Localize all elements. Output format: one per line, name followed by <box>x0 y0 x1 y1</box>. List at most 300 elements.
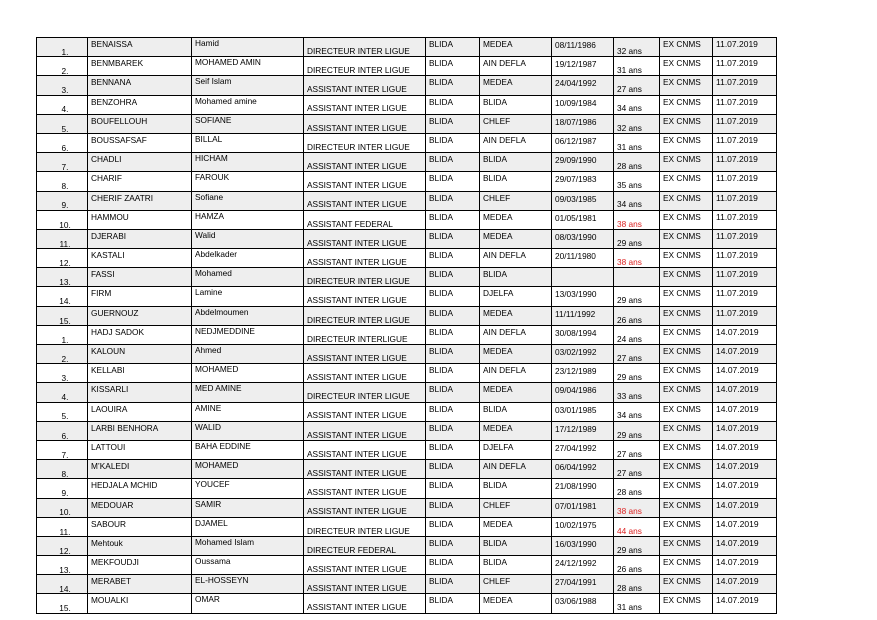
cell-league-wilaya: BLIDA <box>426 287 480 306</box>
table-row <box>37 498 777 517</box>
cell-age <box>614 268 660 287</box>
cell-function-title: DIRECTEUR INTER LIGUE <box>304 306 426 325</box>
cell-age: 29 ans <box>614 421 660 440</box>
cell-stage-date: 14.07.2019 <box>713 556 777 575</box>
cell-birth-date: 09/04/1986 <box>552 383 614 402</box>
cell-age: 38 ans <box>614 498 660 517</box>
cell-stage: EX CNMS <box>660 268 713 287</box>
table-row <box>37 210 777 229</box>
cell-birth-date: 08/11/1986 <box>552 38 614 57</box>
cell-function-title: ASSISTANT INTER LIGUE <box>304 364 426 383</box>
cell-city: BLIDA <box>480 402 552 421</box>
cell-stage-date: 14.07.2019 <box>713 421 777 440</box>
cell-league-wilaya: BLIDA <box>426 210 480 229</box>
cell-row-number: 2. <box>37 57 88 76</box>
cell-first-name: NEDJMEDDINE <box>192 325 304 344</box>
cell-league-wilaya: BLIDA <box>426 460 480 479</box>
cell-city: CHLEF <box>480 114 552 133</box>
cell-stage-date: 11.07.2019 <box>713 57 777 76</box>
cell-league-wilaya: BLIDA <box>426 172 480 191</box>
cell-league-wilaya: BLIDA <box>426 364 480 383</box>
cell-birth-date: 03/06/1988 <box>552 594 614 613</box>
cell-last-name: HAMMOU <box>88 210 192 229</box>
table-row <box>37 306 777 325</box>
cell-birth-date: 23/12/1989 <box>552 364 614 383</box>
cell-last-name: LARBI BENHORA <box>88 421 192 440</box>
cell-stage-date: 14.07.2019 <box>713 517 777 536</box>
cell-league-wilaya: BLIDA <box>426 575 480 594</box>
cell-row-number: 13. <box>37 268 88 287</box>
cell-city: MEDEA <box>480 229 552 248</box>
cell-age: 27 ans <box>614 345 660 364</box>
cell-row-number: 4. <box>37 383 88 402</box>
cell-league-wilaya: BLIDA <box>426 440 480 459</box>
cell-city: BLIDA <box>480 479 552 498</box>
cell-age: 32 ans <box>614 38 660 57</box>
cell-league-wilaya: BLIDA <box>426 421 480 440</box>
cell-birth-date: 11/11/1992 <box>552 306 614 325</box>
cell-birth-date: 27/04/1992 <box>552 440 614 459</box>
cell-birth-date: 03/01/1985 <box>552 402 614 421</box>
cell-function-title: ASSISTANT INTER LIGUE <box>304 345 426 364</box>
table-row <box>37 114 777 133</box>
cell-league-wilaya: BLIDA <box>426 556 480 575</box>
cell-birth-date: 21/08/1990 <box>552 479 614 498</box>
cell-function-title: DIRECTEUR INTERLIGUE <box>304 325 426 344</box>
cell-city: AIN DEFLA <box>480 249 552 268</box>
cell-first-name: SAMIR <box>192 498 304 517</box>
cell-function-title: ASSISTANT INTER LIGUE <box>304 95 426 114</box>
cell-stage-date: 11.07.2019 <box>713 191 777 210</box>
cell-row-number: 13. <box>37 556 88 575</box>
table-row <box>37 57 777 76</box>
cell-first-name: Hamid <box>192 38 304 57</box>
cell-last-name: HEDJALA MCHID <box>88 479 192 498</box>
cell-age: 33 ans <box>614 383 660 402</box>
cell-birth-date: 06/12/1987 <box>552 133 614 152</box>
cell-stage-date: 14.07.2019 <box>713 383 777 402</box>
cell-last-name: Mehtouk <box>88 536 192 555</box>
cell-stage: EX CNMS <box>660 57 713 76</box>
table-row <box>37 38 777 57</box>
table-row <box>37 402 777 421</box>
cell-function-title: ASSISTANT INTER LIGUE <box>304 498 426 517</box>
cell-first-name: Mohamed amine <box>192 95 304 114</box>
cell-first-name: Seif Islam <box>192 76 304 95</box>
cell-last-name: DJERABI <box>88 229 192 248</box>
cell-last-name: BOUSSAFSAF <box>88 133 192 152</box>
cell-row-number: 12. <box>37 536 88 555</box>
table-row <box>37 268 777 287</box>
cell-stage: EX CNMS <box>660 479 713 498</box>
cell-row-number: 7. <box>37 153 88 172</box>
cell-stage: EX CNMS <box>660 364 713 383</box>
cell-stage-date: 14.07.2019 <box>713 345 777 364</box>
cell-league-wilaya: BLIDA <box>426 402 480 421</box>
cell-city: BLIDA <box>480 172 552 191</box>
cell-last-name: CHADLI <box>88 153 192 172</box>
cell-birth-date: 01/05/1981 <box>552 210 614 229</box>
cell-league-wilaya: BLIDA <box>426 383 480 402</box>
cell-stage: EX CNMS <box>660 95 713 114</box>
cell-last-name: BOUFELLOUH <box>88 114 192 133</box>
table-row <box>37 556 777 575</box>
cell-stage: EX CNMS <box>660 114 713 133</box>
cell-age: 29 ans <box>614 364 660 383</box>
cell-first-name: OMAR <box>192 594 304 613</box>
cell-first-name: MOHAMED <box>192 364 304 383</box>
cell-first-name: YOUCEF <box>192 479 304 498</box>
cell-last-name: KELLABI <box>88 364 192 383</box>
cell-function-title: ASSISTANT INTER LIGUE <box>304 76 426 95</box>
cell-row-number: 1. <box>37 38 88 57</box>
cell-city: MEDEA <box>480 383 552 402</box>
cell-league-wilaya: BLIDA <box>426 536 480 555</box>
cell-birth-date: 24/12/1992 <box>552 556 614 575</box>
cell-age: 31 ans <box>614 594 660 613</box>
cell-stage: EX CNMS <box>660 229 713 248</box>
cell-stage: EX CNMS <box>660 191 713 210</box>
table-row <box>37 133 777 152</box>
cell-first-name: MOHAMED <box>192 460 304 479</box>
cell-stage-date: 11.07.2019 <box>713 76 777 95</box>
table-row <box>37 517 777 536</box>
cell-city: CHLEF <box>480 498 552 517</box>
cell-stage: EX CNMS <box>660 594 713 613</box>
cell-age: 31 ans <box>614 57 660 76</box>
cell-city: CHLEF <box>480 575 552 594</box>
cell-age: 44 ans <box>614 517 660 536</box>
cell-first-name: FAROUK <box>192 172 304 191</box>
cell-last-name: MERABET <box>88 575 192 594</box>
cell-row-number: 1. <box>37 325 88 344</box>
cell-age: 26 ans <box>614 306 660 325</box>
cell-city: MEDEA <box>480 345 552 364</box>
cell-city: MEDEA <box>480 594 552 613</box>
cell-birth-date: 30/08/1994 <box>552 325 614 344</box>
cell-birth-date: 17/12/1989 <box>552 421 614 440</box>
cell-stage: EX CNMS <box>660 440 713 459</box>
cell-league-wilaya: BLIDA <box>426 306 480 325</box>
cell-row-number: 6. <box>37 421 88 440</box>
cell-birth-date: 29/09/1990 <box>552 153 614 172</box>
cell-league-wilaya: BLIDA <box>426 229 480 248</box>
cell-function-title: DIRECTEUR INTER LIGUE <box>304 38 426 57</box>
cell-first-name: HAMZA <box>192 210 304 229</box>
cell-stage-date: 14.07.2019 <box>713 325 777 344</box>
cell-stage-date: 14.07.2019 <box>713 402 777 421</box>
cell-first-name: Mohamed Islam <box>192 536 304 555</box>
cell-age: 38 ans <box>614 210 660 229</box>
cell-stage: EX CNMS <box>660 556 713 575</box>
cell-city: MEDEA <box>480 306 552 325</box>
cell-city: MEDEA <box>480 76 552 95</box>
cell-function-title: DIRECTEUR INTER LIGUE <box>304 517 426 536</box>
cell-city: BLIDA <box>480 268 552 287</box>
cell-function-title: ASSISTANT INTER LIGUE <box>304 575 426 594</box>
cell-birth-date: 29/07/1983 <box>552 172 614 191</box>
cell-last-name: SABOUR <box>88 517 192 536</box>
cell-league-wilaya: BLIDA <box>426 325 480 344</box>
cell-stage: EX CNMS <box>660 287 713 306</box>
cell-age: 28 ans <box>614 479 660 498</box>
table-row <box>37 249 777 268</box>
cell-first-name: Abdelkader <box>192 249 304 268</box>
cell-row-number: 7. <box>37 440 88 459</box>
cell-age: 27 ans <box>614 440 660 459</box>
cell-function-title: ASSISTANT INTER LIGUE <box>304 172 426 191</box>
cell-function-title: ASSISTANT INTER LIGUE <box>304 249 426 268</box>
cell-age: 28 ans <box>614 153 660 172</box>
cell-function-title: DIRECTEUR INTER LIGUE <box>304 133 426 152</box>
cell-league-wilaya: BLIDA <box>426 76 480 95</box>
cell-stage: EX CNMS <box>660 345 713 364</box>
cell-last-name: FIRM <box>88 287 192 306</box>
cell-birth-date: 09/03/1985 <box>552 191 614 210</box>
cell-city: MEDEA <box>480 517 552 536</box>
cell-age: 28 ans <box>614 575 660 594</box>
cell-city: MEDEA <box>480 210 552 229</box>
cell-city: MEDEA <box>480 421 552 440</box>
cell-age: 32 ans <box>614 114 660 133</box>
cell-row-number: 3. <box>37 76 88 95</box>
cell-stage-date: 11.07.2019 <box>713 229 777 248</box>
cell-stage: EX CNMS <box>660 172 713 191</box>
cell-city: BLIDA <box>480 536 552 555</box>
cell-row-number: 15. <box>37 306 88 325</box>
cell-stage-date: 11.07.2019 <box>713 210 777 229</box>
cell-stage: EX CNMS <box>660 383 713 402</box>
cell-city: BLIDA <box>480 153 552 172</box>
cell-stage-date: 14.07.2019 <box>713 364 777 383</box>
cell-row-number: 10. <box>37 498 88 517</box>
cell-birth-date: 24/04/1992 <box>552 76 614 95</box>
cell-row-number: 4. <box>37 95 88 114</box>
cell-row-number: 6. <box>37 133 88 152</box>
cell-stage-date: 11.07.2019 <box>713 38 777 57</box>
cell-birth-date: 10/09/1984 <box>552 95 614 114</box>
cell-first-name: MOHAMED AMIN <box>192 57 304 76</box>
cell-function-title: ASSISTANT INTER LIGUE <box>304 440 426 459</box>
cell-stage-date: 11.07.2019 <box>713 95 777 114</box>
cell-birth-date: 18/07/1986 <box>552 114 614 133</box>
cell-stage-date: 11.07.2019 <box>713 133 777 152</box>
cell-league-wilaya: BLIDA <box>426 191 480 210</box>
cell-row-number: 5. <box>37 402 88 421</box>
cell-stage: EX CNMS <box>660 38 713 57</box>
cell-league-wilaya: BLIDA <box>426 38 480 57</box>
cell-league-wilaya: BLIDA <box>426 133 480 152</box>
cell-stage-date: 11.07.2019 <box>713 114 777 133</box>
table-row <box>37 153 777 172</box>
cell-row-number: 2. <box>37 345 88 364</box>
cell-function-title: DIRECTEUR INTER LIGUE <box>304 57 426 76</box>
table-row <box>37 191 777 210</box>
cell-row-number: 14. <box>37 575 88 594</box>
cell-stage: EX CNMS <box>660 498 713 517</box>
cell-age: 29 ans <box>614 229 660 248</box>
cell-league-wilaya: BLIDA <box>426 268 480 287</box>
cell-age: 26 ans <box>614 556 660 575</box>
cell-row-number: 12. <box>37 249 88 268</box>
cell-function-title: ASSISTANT INTER LIGUE <box>304 153 426 172</box>
cell-city: AIN DEFLA <box>480 364 552 383</box>
cell-league-wilaya: BLIDA <box>426 153 480 172</box>
cell-age: 31 ans <box>614 133 660 152</box>
cell-stage: EX CNMS <box>660 306 713 325</box>
table-row <box>37 76 777 95</box>
cell-function-title: ASSISTANT INTER LIGUE <box>304 460 426 479</box>
table-body <box>37 38 777 614</box>
table-row <box>37 536 777 555</box>
cell-stage-date: 14.07.2019 <box>713 440 777 459</box>
cell-row-number: 14. <box>37 287 88 306</box>
cell-last-name: CHARIF <box>88 172 192 191</box>
cell-age: 29 ans <box>614 536 660 555</box>
cell-row-number: 10. <box>37 210 88 229</box>
cell-age: 24 ans <box>614 325 660 344</box>
cell-stage-date: 11.07.2019 <box>713 306 777 325</box>
cell-last-name: LAOUIRA <box>88 402 192 421</box>
cell-last-name: GUERNOUZ <box>88 306 192 325</box>
cell-last-name: LATTOUI <box>88 440 192 459</box>
cell-function-title: ASSISTANT INTER LIGUE <box>304 594 426 613</box>
cell-league-wilaya: BLIDA <box>426 114 480 133</box>
cell-birth-date: 06/04/1992 <box>552 460 614 479</box>
cell-last-name: MOUALKI <box>88 594 192 613</box>
cell-city: DJELFA <box>480 440 552 459</box>
cell-birth-date: 19/12/1987 <box>552 57 614 76</box>
table-row <box>37 594 777 613</box>
cell-stage-date: 14.07.2019 <box>713 479 777 498</box>
cell-stage-date: 14.07.2019 <box>713 460 777 479</box>
cell-stage-date: 14.07.2019 <box>713 536 777 555</box>
table-row <box>37 172 777 191</box>
cell-row-number: 8. <box>37 460 88 479</box>
cell-stage: EX CNMS <box>660 517 713 536</box>
cell-stage-date: 11.07.2019 <box>713 249 777 268</box>
table-row <box>37 383 777 402</box>
cell-stage-date: 14.07.2019 <box>713 498 777 517</box>
cell-age: 34 ans <box>614 402 660 421</box>
cell-stage-date: 11.07.2019 <box>713 287 777 306</box>
cell-stage: EX CNMS <box>660 249 713 268</box>
cell-birth-date: 03/02/1992 <box>552 345 614 364</box>
cell-birth-date: 20/11/1980 <box>552 249 614 268</box>
cell-first-name: BAHA EDDINE <box>192 440 304 459</box>
cell-row-number: 9. <box>37 191 88 210</box>
cell-stage-date: 11.07.2019 <box>713 172 777 191</box>
cell-function-title: ASSISTANT INTER LIGUE <box>304 287 426 306</box>
cell-stage-date: 11.07.2019 <box>713 268 777 287</box>
cell-city: AIN DEFLA <box>480 325 552 344</box>
table-row <box>37 364 777 383</box>
cell-city: MEDEA <box>480 38 552 57</box>
table-row <box>37 575 777 594</box>
cell-function-title: ASSISTANT INTER LIGUE <box>304 479 426 498</box>
cell-stage-date: 14.07.2019 <box>713 594 777 613</box>
cell-last-name: BENMBAREK <box>88 57 192 76</box>
cell-row-number: 3. <box>37 364 88 383</box>
cell-row-number: 11. <box>37 229 88 248</box>
cell-stage: EX CNMS <box>660 210 713 229</box>
cell-league-wilaya: BLIDA <box>426 479 480 498</box>
cell-birth-date: 16/03/1990 <box>552 536 614 555</box>
cell-last-name: FASSI <box>88 268 192 287</box>
cell-first-name: AMINE <box>192 402 304 421</box>
table-row <box>37 421 777 440</box>
cell-stage: EX CNMS <box>660 153 713 172</box>
table-row <box>37 287 777 306</box>
cell-function-title: ASSISTANT INTER LIGUE <box>304 114 426 133</box>
cell-function-title: ASSISTANT INTER LIGUE <box>304 421 426 440</box>
cell-city: CHLEF <box>480 191 552 210</box>
cell-first-name: SOFIANE <box>192 114 304 133</box>
cell-row-number: 15. <box>37 594 88 613</box>
cell-last-name: BENAISSA <box>88 38 192 57</box>
cell-age: 35 ans <box>614 172 660 191</box>
cell-last-name: BENNANA <box>88 76 192 95</box>
cell-row-number: 5. <box>37 114 88 133</box>
cell-first-name: Abdelmoumen <box>192 306 304 325</box>
cell-stage: EX CNMS <box>660 402 713 421</box>
cell-birth-date: 08/03/1990 <box>552 229 614 248</box>
cell-age: 29 ans <box>614 287 660 306</box>
cell-function-title: DIRECTEUR FEDERAL <box>304 536 426 555</box>
cell-city: BLIDA <box>480 556 552 575</box>
cell-function-title: ASSISTANT INTER LIGUE <box>304 191 426 210</box>
cell-row-number: 8. <box>37 172 88 191</box>
cell-league-wilaya: BLIDA <box>426 345 480 364</box>
cell-function-title: ASSISTANT INTER LIGUE <box>304 229 426 248</box>
table-row <box>37 345 777 364</box>
table-row <box>37 479 777 498</box>
cell-birth-date: 10/02/1975 <box>552 517 614 536</box>
cell-row-number: 11. <box>37 517 88 536</box>
cell-age: 27 ans <box>614 76 660 95</box>
cell-first-name: MED AMINE <box>192 383 304 402</box>
cell-row-number: 9. <box>37 479 88 498</box>
cell-stage: EX CNMS <box>660 460 713 479</box>
cell-first-name: DJAMEL <box>192 517 304 536</box>
cell-city: AIN DEFLA <box>480 460 552 479</box>
cell-league-wilaya: BLIDA <box>426 517 480 536</box>
cell-birth-date: 07/01/1981 <box>552 498 614 517</box>
table-row <box>37 460 777 479</box>
cell-city: AIN DEFLA <box>480 57 552 76</box>
cell-age: 38 ans <box>614 249 660 268</box>
cell-last-name: CHERIF ZAATRI <box>88 191 192 210</box>
cell-league-wilaya: BLIDA <box>426 498 480 517</box>
cell-stage: EX CNMS <box>660 421 713 440</box>
cell-last-name: KISSARLI <box>88 383 192 402</box>
cell-first-name: Ahmed <box>192 345 304 364</box>
cell-first-name: BILLAL <box>192 133 304 152</box>
table-row <box>37 325 777 344</box>
cell-first-name: WALID <box>192 421 304 440</box>
cell-first-name: EL-HOSSEYN <box>192 575 304 594</box>
cell-function-title: DIRECTEUR INTER LIGUE <box>304 268 426 287</box>
cell-city: DJELFA <box>480 287 552 306</box>
cell-stage: EX CNMS <box>660 536 713 555</box>
cell-first-name: HICHAM <box>192 153 304 172</box>
cell-first-name: Lamine <box>192 287 304 306</box>
cell-function-title: ASSISTANT INTER LIGUE <box>304 402 426 421</box>
cell-last-name: KASTALI <box>88 249 192 268</box>
cell-first-name: Walid <box>192 229 304 248</box>
cell-stage-date: 14.07.2019 <box>713 575 777 594</box>
cell-function-title: ASSISTANT FEDERAL <box>304 210 426 229</box>
